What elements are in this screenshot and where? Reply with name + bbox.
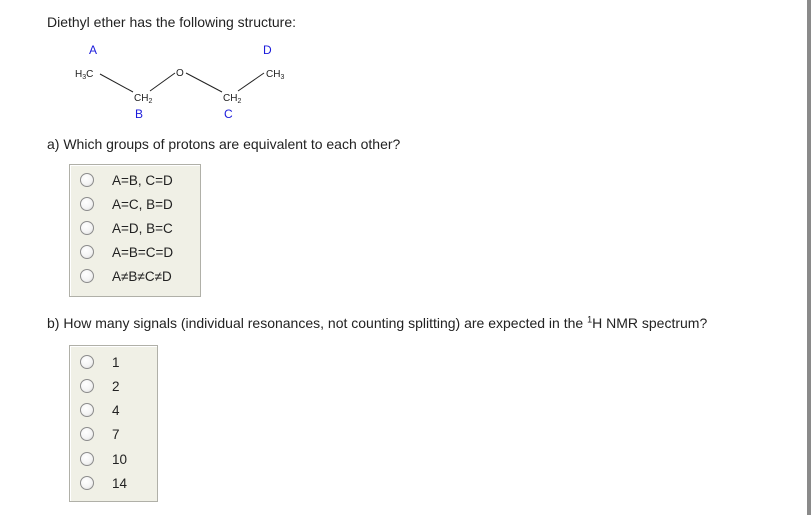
oxygen-atom: O xyxy=(176,68,184,79)
question-a-choices xyxy=(69,164,201,297)
question-a-option-4[interactable] xyxy=(80,242,173,262)
radio-button[interactable] xyxy=(80,221,94,235)
bond-1 xyxy=(100,74,133,92)
question-b-choices xyxy=(69,345,158,502)
option-label: A=D, B=C xyxy=(112,220,173,236)
question-b-option-1[interactable] xyxy=(80,352,120,372)
question-b-option-2[interactable] xyxy=(80,376,120,396)
option-label: 1 xyxy=(112,354,120,370)
radio-button[interactable] xyxy=(80,476,94,490)
bond-3 xyxy=(186,73,222,92)
option-label: A≠B≠C≠D xyxy=(112,268,172,284)
radio-button[interactable] xyxy=(80,355,94,369)
intro-text: Diethyl ether has the following structure: xyxy=(47,14,297,30)
radio-button[interactable] xyxy=(80,173,94,187)
question-a-option-1[interactable] xyxy=(80,170,173,190)
option-label: 2 xyxy=(112,378,120,394)
option-label: 7 xyxy=(112,426,120,442)
label-a: A xyxy=(89,43,98,57)
question-a-text: a) Which groups of protons are equivalent to each other? xyxy=(47,136,401,152)
diethyl-ether-structure xyxy=(0,0,811,130)
option-label: A=C, B=D xyxy=(112,196,173,212)
question-b-option-6[interactable] xyxy=(80,473,127,493)
label-b: B xyxy=(135,107,144,121)
ch2-right-group: $CH_2$ xyxy=(223,93,242,105)
radio-button[interactable] xyxy=(80,197,94,211)
h3c-group: $H_3C$ xyxy=(75,69,94,81)
ch3-right-group: $CH_3$ xyxy=(266,69,285,81)
question-b-text-before: b) How many signals (individual resonances, not counting splitting) are expected in the xyxy=(47,315,588,331)
question-b-text xyxy=(47,315,707,331)
option-label: 4 xyxy=(112,402,120,418)
label-c: C xyxy=(224,107,233,121)
label-d: D xyxy=(263,43,272,57)
question-b-option-5[interactable] xyxy=(80,449,127,469)
question-b-option-4[interactable] xyxy=(80,424,120,444)
radio-button[interactable] xyxy=(80,427,94,441)
question-b-option-3[interactable] xyxy=(80,400,120,420)
radio-button[interactable] xyxy=(80,245,94,259)
option-label: 10 xyxy=(112,451,128,467)
question-a-option-5[interactable] xyxy=(80,266,172,286)
option-label: A=B, C=D xyxy=(112,172,173,188)
question-a-option-3[interactable] xyxy=(80,218,173,238)
radio-button[interactable] xyxy=(80,452,94,466)
radio-button[interactable] xyxy=(80,269,94,283)
bond-2 xyxy=(150,73,175,91)
question-b-superscript: 1 xyxy=(587,314,593,325)
question-a-option-2[interactable] xyxy=(80,194,173,214)
option-label: 14 xyxy=(112,475,128,491)
radio-button[interactable] xyxy=(80,403,94,417)
question-b-text-after: H NMR spectrum? xyxy=(592,315,708,331)
option-label: A=B=C=D xyxy=(112,244,174,260)
bond-4 xyxy=(238,73,264,91)
radio-button[interactable] xyxy=(80,379,94,393)
ch2-left-group: $CH_2$ xyxy=(134,93,153,105)
